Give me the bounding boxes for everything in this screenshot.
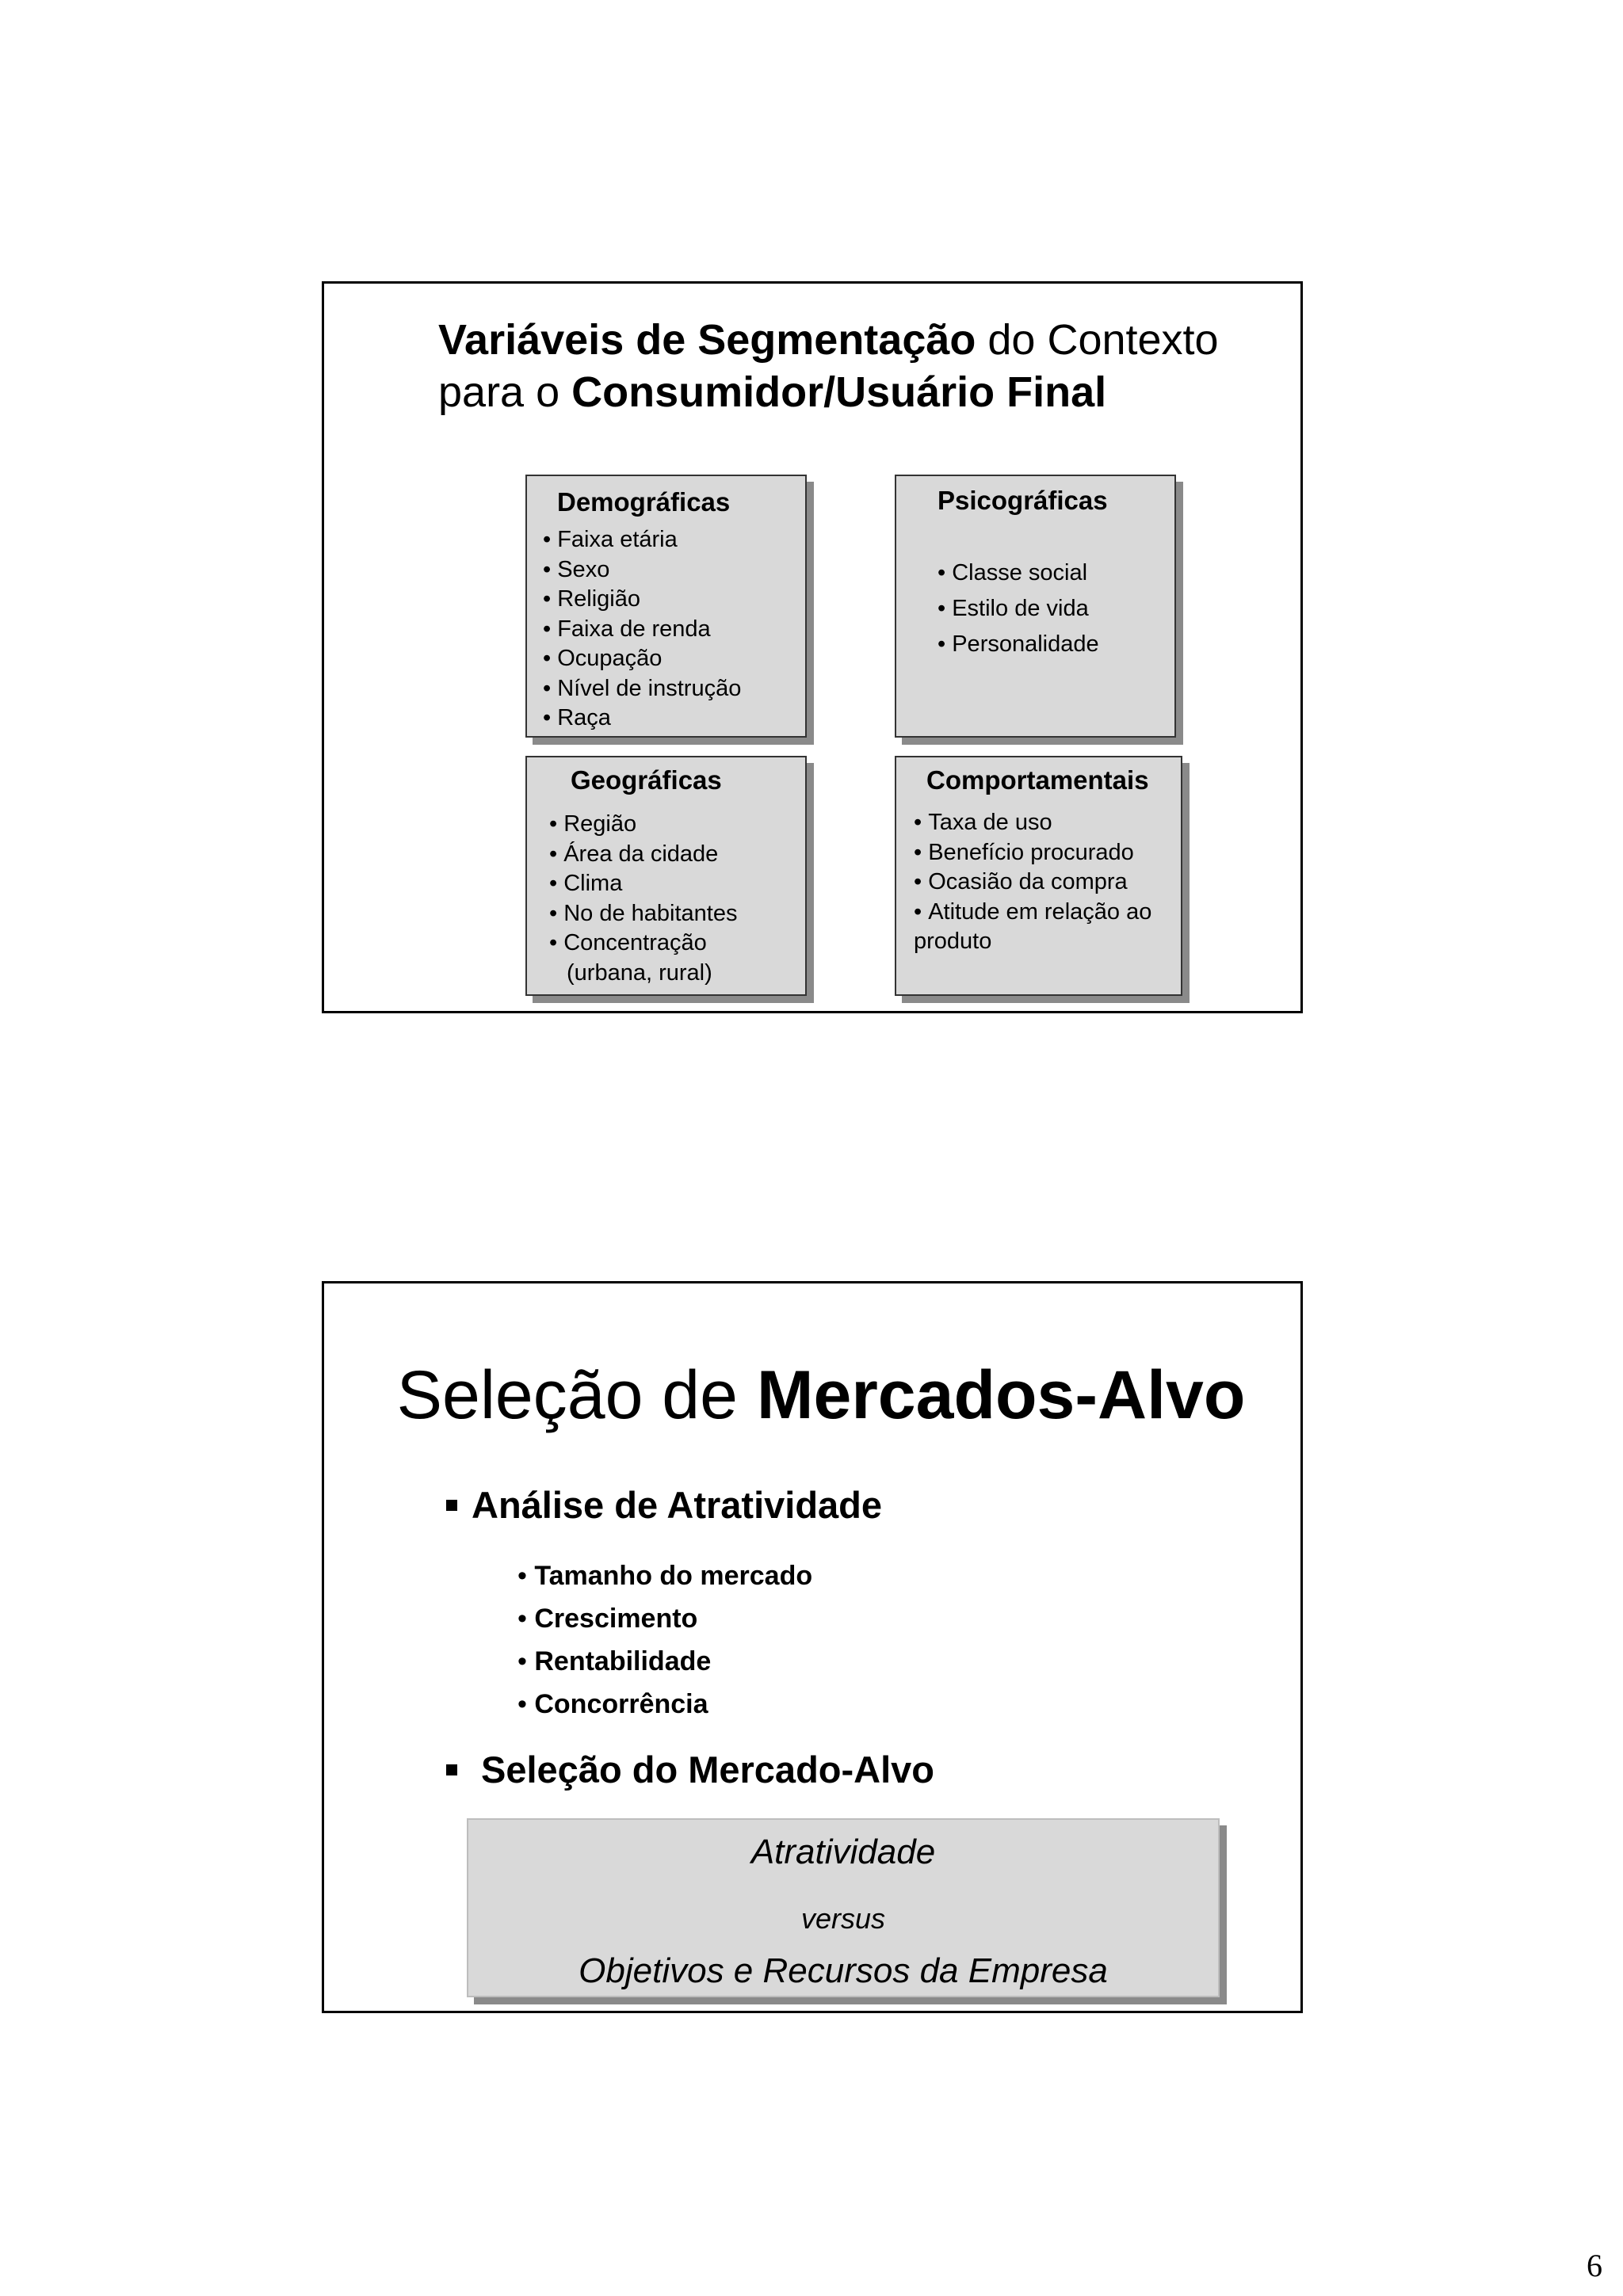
attractiveness-factors-list: [517, 1554, 812, 1726]
list-item-continuation: (urbana, rural): [567, 959, 712, 986]
list-item: • Concorrência: [517, 1683, 812, 1726]
geographic-box: [525, 756, 807, 996]
list-item: • Personalidade: [938, 627, 1099, 662]
list-item: [549, 929, 738, 988]
list-item: • Sexo: [543, 555, 741, 585]
geographic-list: [549, 810, 738, 988]
list-item: • Faixa de renda: [543, 615, 741, 645]
attractiveness-vs-objectives-box: [467, 1818, 1220, 1997]
bullet-attractiveness-analysis: Análise de Atratividade: [446, 1483, 882, 1527]
page-number: 6: [1587, 2248, 1602, 2283]
list-item-continuation: produto: [914, 929, 992, 954]
square-bullet-icon: [446, 1764, 457, 1775]
list-item: • Região: [549, 810, 738, 840]
list-item: • Benefício procurado: [914, 838, 1151, 868]
demographic-box: [525, 475, 807, 738]
slide-target-market-selection: [322, 1281, 1303, 2013]
list-item: • Taxa de uso: [914, 808, 1151, 838]
box-title: Comportamentais: [926, 765, 1149, 795]
list-item: • Raça: [543, 704, 741, 734]
box-line-attractiveness: Atratividade: [750, 1833, 936, 1871]
list-item: • Faixa etária: [543, 525, 741, 555]
box-title: Geográficas: [571, 765, 722, 795]
slide-title: Variáveis de Segmentação do Contexto para o Consumidor/Usuário Final: [438, 316, 1219, 416]
psychographic-box: [895, 475, 1176, 738]
list-item-text: Atitude em relação ao: [928, 898, 1152, 925]
behavioral-box: [895, 756, 1182, 996]
square-bullet-icon: [446, 1500, 457, 1511]
list-item: • Clima: [549, 869, 738, 899]
list-item: • Estilo de vida: [938, 591, 1099, 627]
slide-title: Seleção de Mercados-Alvo: [396, 1357, 1246, 1433]
behavioral-list: [914, 808, 1151, 957]
list-item: • Rentabilidade: [517, 1640, 812, 1683]
list-item: • Ocasião da compra: [914, 868, 1151, 898]
list-item: • Classe social: [938, 555, 1099, 591]
list-item: • No de habitantes: [549, 899, 738, 929]
list-item: • Ocupação: [543, 644, 741, 674]
list-item: • Tamanho do mercado: [517, 1554, 812, 1597]
box-title: Psicográficas: [938, 486, 1108, 515]
demographic-list: [543, 525, 741, 734]
psychographic-list: [938, 555, 1099, 662]
bullet-target-market-selection: Seleção do Mercado-Alvo: [446, 1748, 934, 1792]
list-item-text: Concentração: [563, 930, 707, 955]
box-line-objectives: Objetivos e Recursos da Empresa: [579, 1951, 1108, 1990]
slide-segmentation-variables: [322, 281, 1303, 1013]
list-item: • Crescimento: [517, 1597, 812, 1640]
list-item: • Área da cidade: [549, 840, 738, 870]
box-line-versus: versus: [800, 1902, 886, 1935]
box-title: Demográficas: [557, 487, 731, 517]
list-item: [914, 898, 1151, 957]
list-item: • Nível de instrução: [543, 674, 741, 704]
list-item: • Religião: [543, 585, 741, 615]
